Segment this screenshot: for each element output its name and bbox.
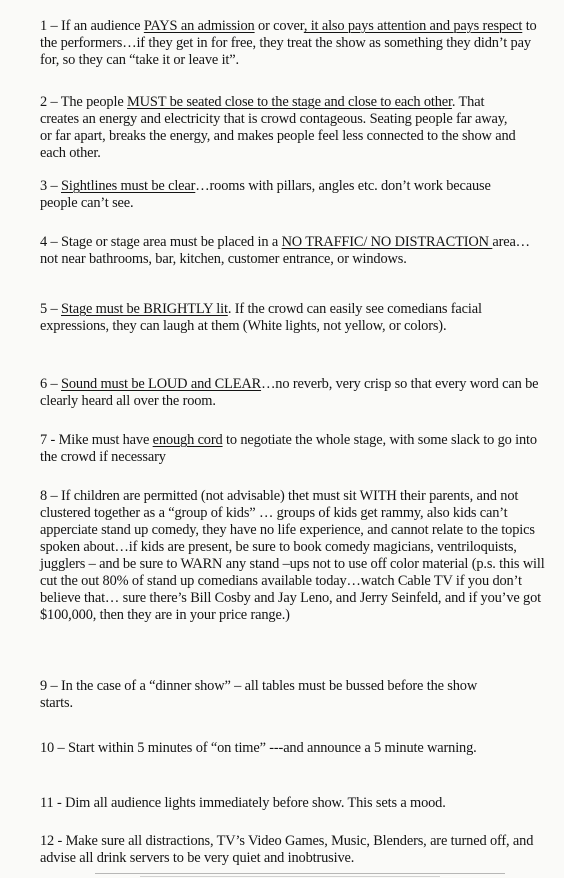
rule-7 [40, 432, 545, 466]
rule-12-text: 12 - Make sure all distractions, TV’s Video Games, Music, Blenders, are turned off, and advise all drink servers to be very quiet and inobtrusive. [40, 833, 534, 866]
rule-10-text: 10 – Start within 5 minutes of “on time” ---and announce a 5 minute warning. [40, 740, 477, 756]
rule-7-text-b: to negotiate the whole stage, with some slack to go into the crowd if necessary [40, 432, 537, 465]
rule-1-emphasis: PAYS an admission [143, 18, 255, 34]
rule-11 [40, 795, 545, 812]
rule-11-text: 11 - Dim all audience lights immediately before show. This sets a mood. [40, 795, 446, 811]
rule-3 [40, 178, 510, 212]
rule-2-text: 2 – The people [40, 94, 128, 110]
rule-4-text: 4 – Stage or stage area must be placed in a [40, 234, 282, 250]
rule-4-emphasis: NO TRAFFIC/ NO DISTRACTION [281, 234, 493, 250]
rule-1-text-c: to the performers…if they get in for free, they treat the show as something they didn’t pay for, so they can “take it or leave it”. [40, 18, 537, 68]
rule-6-emphasis: Sound must be LOUD and CLEAR [61, 376, 262, 392]
rule-7-text: 7 - Mike must have [40, 432, 153, 448]
rule-9 [40, 678, 510, 712]
rule-2 [40, 94, 520, 162]
rule-4 [40, 234, 545, 268]
rule-5 [40, 301, 525, 335]
rule-6-text: 6 – [40, 376, 61, 392]
rule-9-text: 9 – In the case of a “dinner show” – all tables must be bussed before the show starts. [40, 678, 478, 711]
rule-5-text-b: . If the crowd can easily see comedians facial expressions, they can laugh at them (White lights, not yellow, or colors). [40, 301, 482, 334]
rule-6 [40, 376, 540, 410]
rule-12 [40, 833, 540, 867]
rule-10 [40, 740, 480, 757]
rule-5-text: 5 – [40, 301, 61, 317]
rule-4-text-b: area…not near bathrooms, bar, kitchen, customer entrance, or windows. [40, 234, 530, 267]
rule-1 [40, 18, 545, 69]
rule-2-text-b: . That creates an energy and electricity that is crowd contageous. Seating people far away, or far apart, breaks the energy, and makes people feel less connected to the show and each other. [40, 94, 516, 161]
rule-8-text: 8 – If children are permitted (not advisable) thet must sit WITH their parents, and not clustered together as a “group of kids” … groups of kids get rammy, also kids can’t apperciate stand up comedy, they have no life experience, and cannot relate to the topics spoken about…if kids are present, be sure to book comedy magicians, ventriloquists, jugglers – and be sure to WARN any stand –ups not to use off color material (p.s. this will cut the out 80% of stand up comedians available today…watch Cable TV if you don’t believe that… sure there’s Bill Cosby and Jay Leno, and Jerry Seinfeld, and if you’ve got $100,000, then they are in your price range.) [40, 488, 545, 623]
scan-edge-line-b [140, 876, 440, 877]
scan-edge-line [95, 873, 505, 874]
rule-5-emphasis: Stage must be BRIGHTLY lit [61, 301, 228, 317]
rule-1-emphasis-b: , it also pays attention and pays respect [303, 18, 523, 34]
rule-1-text: 1 – If an audience [40, 18, 144, 34]
rule-7-emphasis: enough cord [152, 432, 223, 448]
rule-2-emphasis: MUST be seated close to the stage and close to each other [127, 94, 452, 110]
rule-3-text-b: …rooms with pillars, angles etc. don’t work because people can’t see. [40, 178, 491, 211]
rule-1-text-b: or cover [254, 18, 304, 34]
rule-8 [40, 488, 545, 624]
rule-6-text-b: …no reverb, very crisp so that every word can be clearly heard all over the room. [40, 376, 539, 409]
rule-3-text: 3 – [40, 178, 61, 194]
rule-3-emphasis: Sightlines must be clear [61, 178, 196, 194]
